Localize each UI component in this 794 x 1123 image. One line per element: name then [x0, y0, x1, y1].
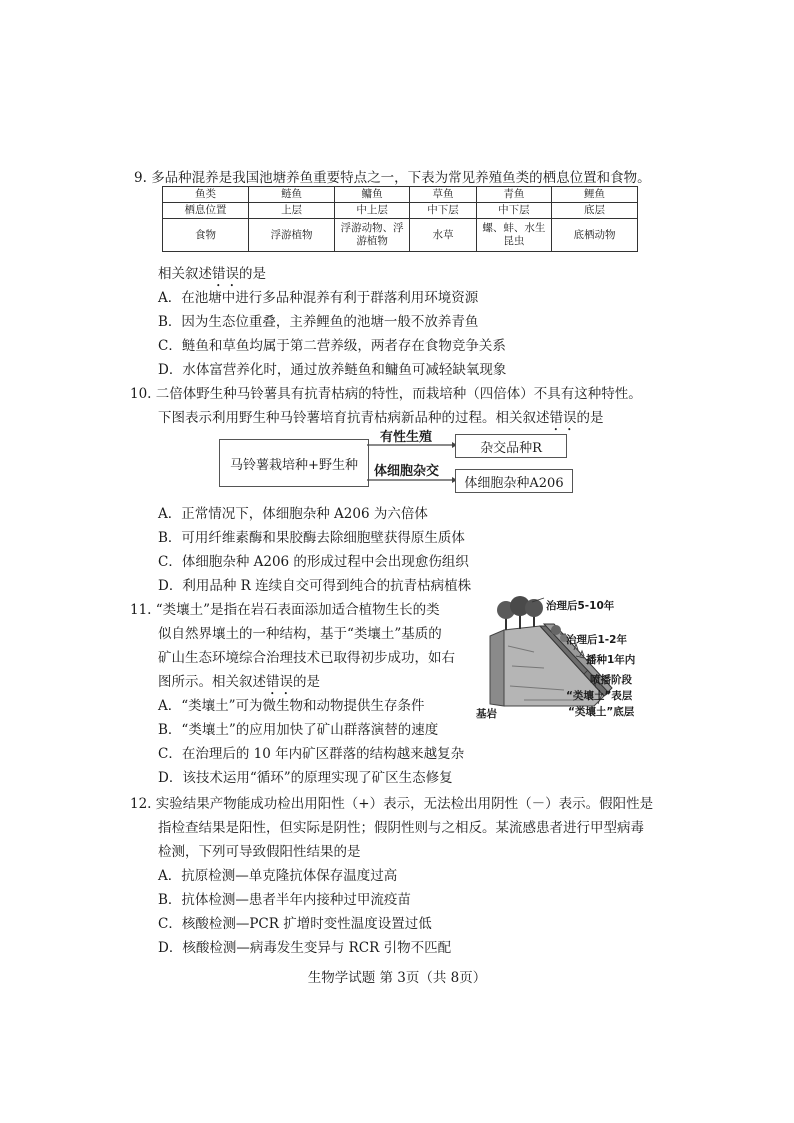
label-spray: 喷播阶段	[590, 674, 632, 686]
q11-number: 11.	[130, 602, 152, 618]
prompt-keyword: 错误	[212, 266, 239, 282]
page-footer: 生物学试题 第 3页（共 8页）	[307, 970, 487, 986]
table-cell: 食物	[163, 219, 249, 252]
q12-line2: 指检查结果是阳性，但实际是阴性；假阴性则与之相反。某流感患者进行甲型病毒	[158, 820, 644, 836]
label-bottom: “类壤土”底层	[568, 706, 635, 718]
q10-line2-text: 下图表示利用野生种马铃薯培育抗青枯病新品种的过程。相关叙述	[158, 410, 550, 426]
q11-line1-text: “类壤土”是指在岩石表面添加适合植物生长的类	[155, 602, 440, 618]
table-row	[163, 219, 638, 252]
q10-line1-text: 二倍体野生种马铃薯具有抗青枯病的特性，而栽培种（四倍体）不具有这种特性。	[155, 386, 642, 402]
q10-option-a: A．正常情况下，体细胞杂种 A206 为六倍体	[158, 506, 428, 522]
process-arrows	[367, 440, 457, 486]
label-after-1-2: 治理后1-2年	[566, 634, 627, 646]
q11-option-c: C．在治理后的 10 年内矿区群落的结构越来越复杂	[158, 746, 465, 762]
q11-option-a: A．“类壤土”可为微生物和动物提供生存条件	[158, 698, 425, 714]
q12-option-a: A．抗原检测—单克隆抗体保存温度过高	[158, 868, 398, 884]
q11-line4-text: 的是	[293, 674, 320, 690]
q12-line3: 检测，下列可导致假阳性结果的是	[158, 844, 361, 860]
prompt-text: 相关叙述	[158, 266, 212, 282]
label-rock: 基岩	[476, 708, 497, 720]
table-cell: 鱼类	[163, 187, 249, 203]
table-header-row	[163, 187, 638, 203]
q12-line1-text: 实验结果产物能成功检出用阳性（+）表示，无法检出用阴性（－）表示。假阳性是	[155, 796, 654, 812]
q11-option-d: D．该技术运用“循环”的原理实现了矿区生态修复	[158, 770, 453, 786]
q11-line3: 矿山生态环境综合治理技术已取得初步成功，如右	[158, 650, 455, 666]
lower-target-box: 体细胞杂种A206	[455, 469, 573, 493]
q10-option-d: D．利用品种 R 连续自交可得到纯合的抗青枯病植株	[158, 578, 472, 594]
label-surface: “类壤土”表层	[566, 690, 633, 702]
upper-arrow-label: 有性生殖	[380, 430, 433, 445]
q11-line1	[130, 598, 440, 618]
table-cell: 青鱼	[476, 187, 551, 203]
lower-arrow-label: 体细胞杂交	[374, 464, 440, 479]
table-cell: 浮游动物、浮游植物	[335, 219, 410, 252]
table-cell: 中下层	[410, 203, 477, 219]
table-cell: 上层	[249, 203, 335, 219]
bedrock-side	[490, 630, 504, 706]
prompt-keyword: 错误	[266, 674, 293, 690]
table-cell: 鳙鱼	[335, 187, 410, 203]
table-cell: 栖息位置	[163, 203, 249, 219]
upper-target-box: 杂交品种R	[455, 434, 567, 458]
q12-option-b: B．抗体检测—患者半年内接种过甲流疫苗	[158, 892, 411, 908]
table-cell: 中下层	[476, 203, 551, 219]
q10-line2-text: 的是	[576, 410, 604, 426]
q9-stem	[134, 166, 651, 186]
prompt-keyword: 错误	[549, 410, 577, 426]
q12-option-d: D．核酸检测—病毒发生变异与 RCR 引物不匹配	[158, 940, 452, 956]
q12-number: 12.	[130, 796, 152, 812]
table-cell: 鲤鱼	[551, 187, 637, 203]
table-row	[163, 203, 638, 219]
q9-option-c: C．鲢鱼和草鱼均属于第二营养级，两者存在食物竞争关系	[158, 338, 506, 354]
label-1year: 播种1年内	[586, 654, 636, 666]
label-after-5-10: 治理后5-10年	[546, 600, 615, 612]
q10-line1	[130, 382, 642, 402]
q11-line2: 似自然界壤土的一种结构，基于“类壤土”基质的	[158, 626, 442, 642]
source-box: 马铃薯栽培种+野生种	[219, 439, 369, 487]
q9-option-a: A．在池塘中进行多品种混养有利于群落利用环境资源	[158, 290, 479, 306]
q10-option-c: C．体细胞杂种 A206 的形成过程中会出现愈伤组织	[158, 554, 469, 570]
trees-icon	[497, 596, 543, 630]
q9-option-d: D．水体富营养化时，通过放养鲢鱼和鳙鱼可减轻缺氧现象	[158, 362, 507, 378]
q10-number: 10.	[130, 386, 152, 402]
q11-option-b: B．“类壤土”的应用加快了矿山群落演替的速度	[158, 722, 439, 738]
q12-option-c: C．核酸检测—PCR 扩增时变性温度设置过低	[158, 916, 432, 932]
q10-option-b: B．可用纤维素酶和果胶酶去除细胞壁获得原生质体	[158, 530, 465, 546]
prompt-text: 的是	[239, 266, 266, 282]
table-cell: 底栖动物	[551, 219, 637, 252]
table-cell: 底层	[551, 203, 637, 219]
table-cell: 螺、蚌、水生昆虫	[476, 219, 551, 252]
table-cell: 鲢鱼	[249, 187, 335, 203]
q12-line1	[130, 792, 653, 812]
table-cell: 中上层	[335, 203, 410, 219]
q9-stem-text: 多品种混养是我国池塘养鱼重要特点之一，下表为常见养殖鱼类的栖息位置和食物。	[151, 170, 651, 186]
fish-table	[162, 186, 638, 252]
table-cell: 浮游植物	[249, 219, 335, 252]
q9-option-b: B．因为生态位重叠，主养鲤鱼的池塘一般不放养青鱼	[158, 314, 479, 330]
q11-line4-text: 图所示。相关叙述	[158, 674, 266, 690]
q9-number: 9.	[134, 170, 147, 186]
table-cell: 草鱼	[410, 187, 477, 203]
table-cell: 水草	[410, 219, 477, 252]
